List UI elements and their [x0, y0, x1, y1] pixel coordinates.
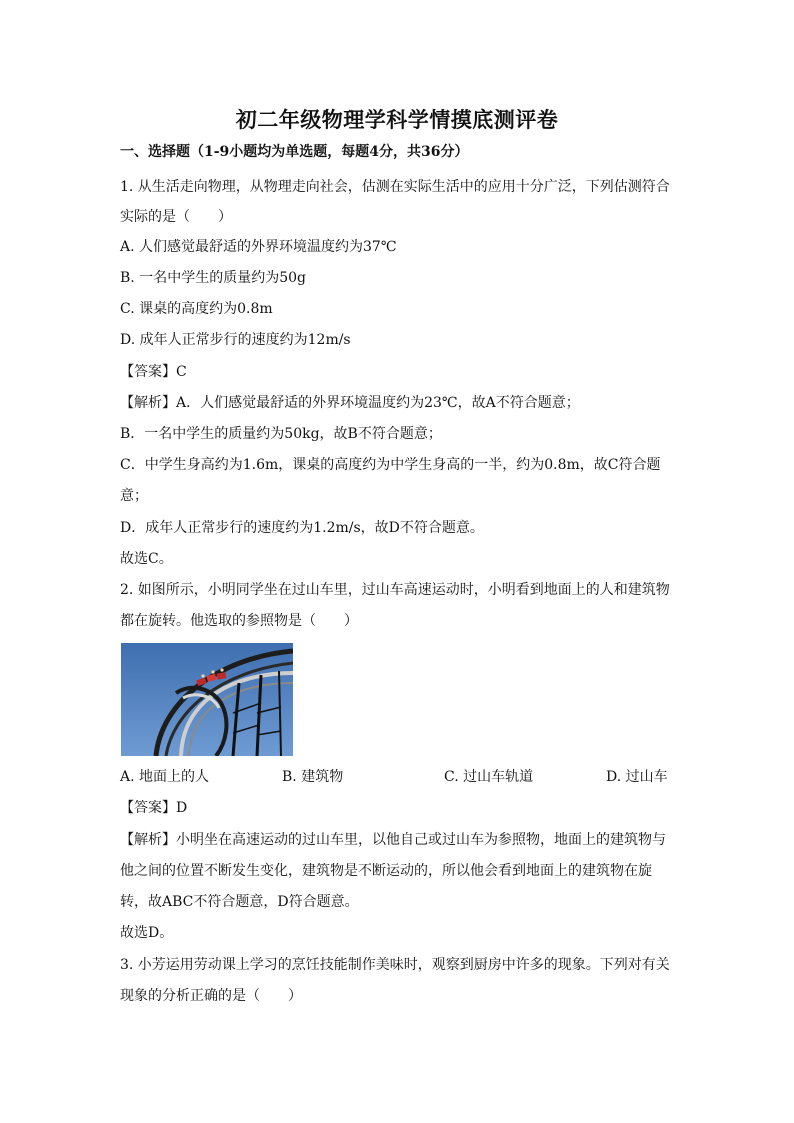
q1-conclusion: 故选C。 — [120, 551, 173, 567]
q1-stem-line-1: 1. 从生活走向物理，从物理走向社会，估测在实际生活中的应用十分广泛，下列估测符合 — [120, 179, 670, 195]
q2-stem-line-2: 都在旋转。他选取的参照物是（ ） — [120, 613, 358, 629]
q1-analysis-line-5: D．成年人正常步行的速度约为1.2m/s，故D不符合题意。 — [120, 520, 484, 536]
q2-option-c: C. 过山车轨道 — [444, 769, 534, 785]
roller-coaster-photo — [121, 643, 293, 756]
q2-option-a: A. 地面上的人 — [120, 769, 210, 785]
q2-answer: 【答案】D — [120, 800, 188, 816]
q2-stem-line-1: 2. 如图所示，小明同学坐在过山车里，过山车高速运动时，小明看到地面上的人和建筑物 — [120, 582, 670, 598]
q1-analysis-line-1: 【解析】A．人们感觉最舒适的外界环境温度约为23℃，故A不符合题意； — [120, 395, 580, 411]
section-heading: 一、选择题（1-9小题均为单选题，每题4分，共36分） — [120, 144, 469, 160]
q3-stem-line-2: 现象的分析正确的是（ ） — [120, 988, 302, 1004]
q2-analysis-line-1: 【解析】小明坐在高速运动的过山车里，以他自己或过山车为参照物，地面上的建筑物与 — [120, 832, 666, 848]
q2-analysis-line-2: 他之间的位置不断发生变化，建筑物是不断运动的，所以他会看到地面上的建筑物在旋 — [120, 863, 652, 879]
q1-option-c: C. 课桌的高度约为0.8m — [120, 301, 273, 317]
q1-stem-line-2: 实际的是（ ） — [120, 209, 232, 225]
q2-conclusion: 故选D。 — [120, 925, 174, 941]
q2-analysis-line-3: 转，故ABC不符合题意，D符合题意。 — [120, 894, 359, 910]
q1-analysis-line-4: 意； — [120, 488, 148, 504]
q2-option-d: D. 过山车 — [606, 769, 668, 785]
q1-analysis-line-3: C．中学生身高约为1.6m，课桌的高度约为中学生身高的一半，约为0.8m，故C符合题 — [120, 457, 661, 473]
q1-analysis-line-2: B．一名中学生的质量约为50kg，故B不符合题意； — [120, 426, 442, 442]
page-title: 初二年级物理学科学情摸底测评卷 — [235, 107, 559, 132]
q1-option-b: B. 一名中学生的质量约为50g — [120, 270, 306, 286]
q1-option-d: D. 成年人正常步行的速度约为12m/s — [120, 332, 351, 348]
q1-answer: 【答案】C — [120, 364, 187, 380]
q1-option-a: A. 人们感觉最舒适的外界环境温度约为37℃ — [120, 239, 397, 255]
q3-stem-line-1: 3. 小芳运用劳动课上学习的烹饪技能制作美味时，观察到厨房中许多的现象。下列对有关 — [120, 957, 670, 973]
q2-option-b: B. 建筑物 — [282, 769, 344, 785]
